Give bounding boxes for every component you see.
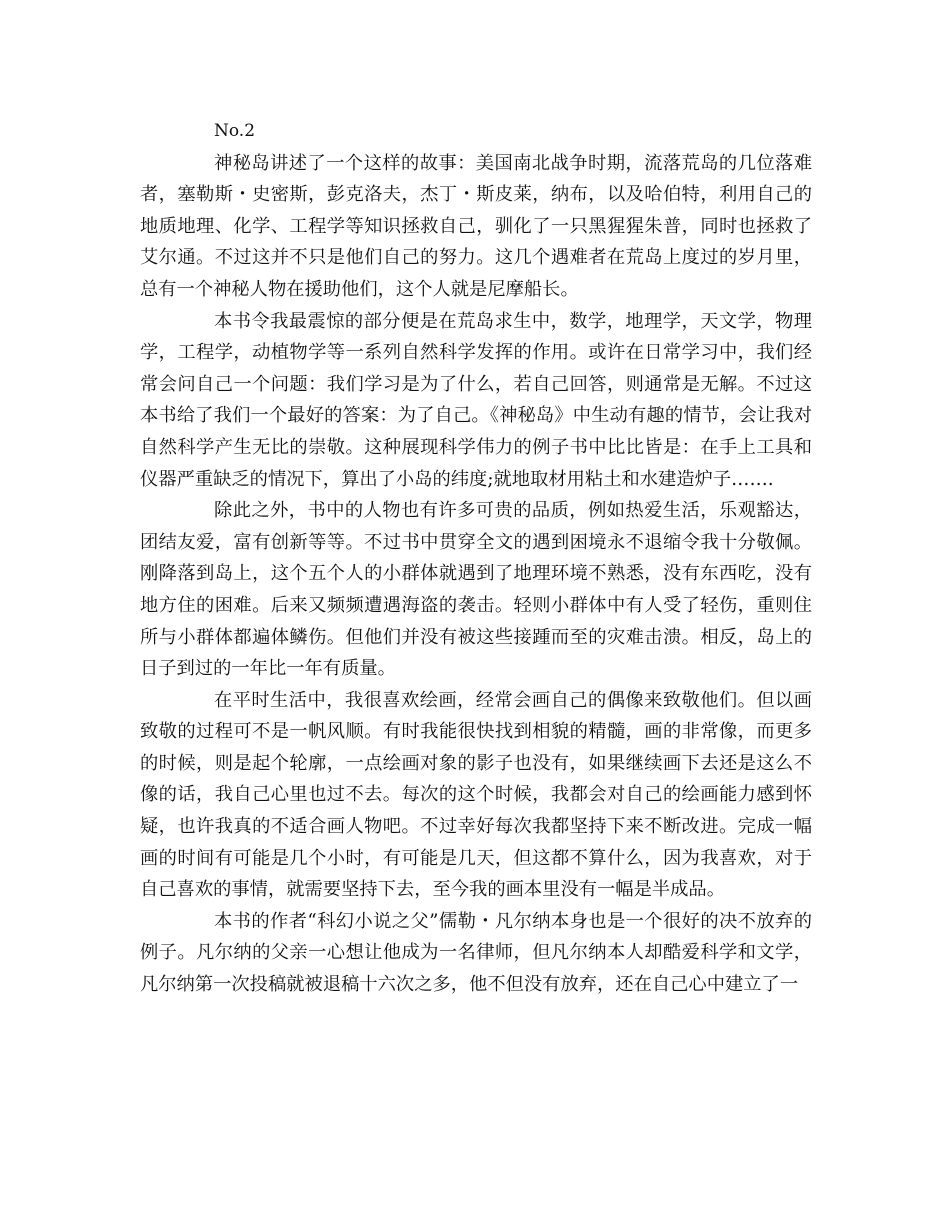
document-body xyxy=(140,116,812,1001)
page-number: No.2 xyxy=(214,121,256,141)
paragraph-3: 除此之外，书中的人物也有许多可贵的品质，例如热爱生活，乐观豁达，团结友爱，富有创新等等。不过书中贯穿全文的遇到困境永不退缩令我十分敬佩。刚降落到岛上，这个五个人的小群体就遇到了地理环境不熟悉，没有东西吃，没有地方住的困难。后来又频频遭遇海盗的袭击。轻则小群体中有人受了轻伤，重则住所与小群体都遍体鳞伤。但他们并没有被这些接踵而至的灾难击溃。相反，岛上的日子到过的一年比一年有质量。 xyxy=(140,500,812,680)
paragraph-5: 本书的作者“科幻小说之父”儒勒・凡尔纳本身也是一个很好的决不放弃的例子。凡尔纳的父亲一心想让他成为一名律师，但凡尔纳本人却酷爱科学和文学，凡尔纳第一次投稿就被退稿十六次之多，他不但没有放弃，还在自己心中建立了一 xyxy=(140,910,812,996)
paragraph-2: 本书令我最震惊的部分便是在荒岛求生中，数学，地理学，天文学，物理学，工程学，动植物学等一系列自然科学发挥的作用。或许在日常学习中，我们经常会问自己一个问题：我们学习是为了什么，若自己回答，则通常是无解。不过这本书给了我们一个最好的答案：为了自己。《神秘岛》中生动有趣的情节，会让我对自然科学产生无比的崇敬。这种展现科学伟力的例子书中比比皆是：在手上工具和仪器严重缺乏的情况下，算出了小岛的纬度;就地取材用粘土和水建造炉子……. xyxy=(140,310,812,490)
paragraph-1: 神秘岛讲述了一个这样的故事：美国南北战争时期，流落荒岛的几位落难者，塞勒斯・史密斯，彭克洛夫，杰丁・斯皮莱，纳布，以及哈伯特，利用自己的地质地理、化学、工程学等知识拯救自己，驯化了一只黑猩猩朱普，同时也拯救了艾尔通。不过这并不只是他们自己的努力。这几个遇难者在荒岛上度过的岁月里，总有一个神秘人物在援助他们，这个人就是尼摩船长。 xyxy=(140,152,812,300)
paragraph-4: 在平时生活中，我很喜欢绘画，经常会画自己的偶像来致敬他们。但以画致敬的过程可不是一帆风顺。有时我能很快找到相貌的精髓，画的非常像，而更多的时候，则是起个轮廓，一点绘画对象的影子也没有，如果继续画下去还是这么不像的话，我自己心里也过不去。每次的这个时候，我都会对自己的绘画能力感到怀疑，也许我真的不适合画人物吧。不过幸好每次我都坚持下来不断改进。完成一幅画的时间有可能是几个小时，有可能是几天，但这都不算什么，因为我喜欢，对于自己喜欢的事情，就需要坚持下去，至今我的画本里没有一幅是半成品。 xyxy=(140,689,812,901)
